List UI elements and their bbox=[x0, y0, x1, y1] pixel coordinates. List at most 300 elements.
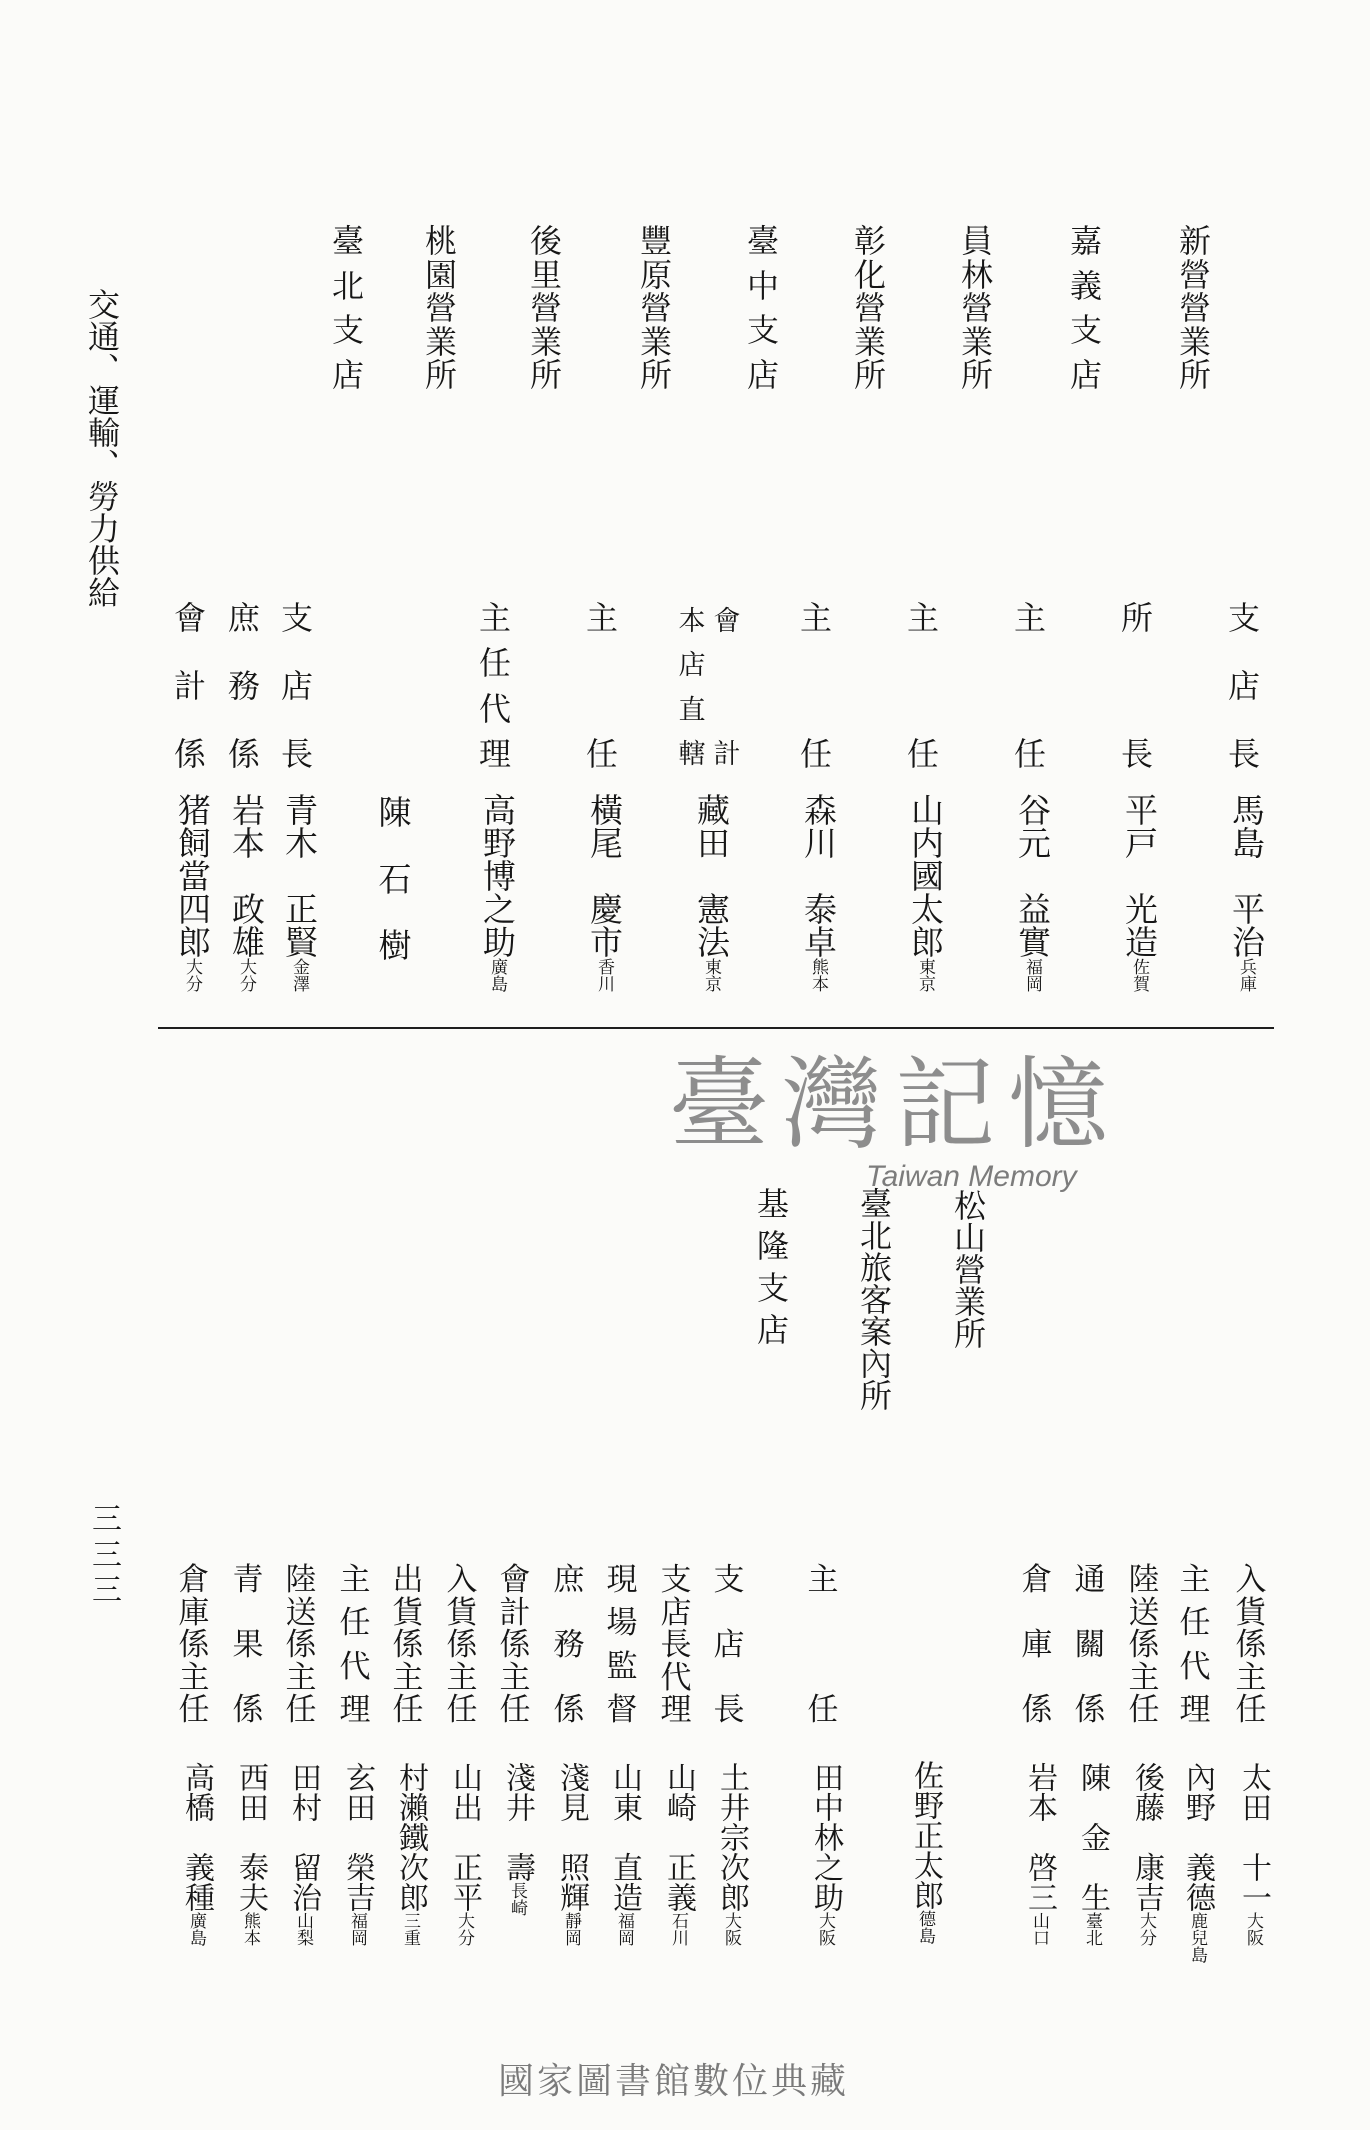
staff-title-left bbox=[677, 608, 707, 768]
glyph: 現 bbox=[606, 1562, 638, 1598]
staff-title bbox=[177, 1562, 211, 1728]
glyph: 理 bbox=[1179, 1691, 1211, 1728]
glyph: 係 bbox=[1235, 1627, 1267, 1663]
staff-title bbox=[477, 599, 513, 773]
glyph: 石 bbox=[378, 859, 412, 899]
glyph: 會 bbox=[173, 599, 206, 637]
glyph: 理 bbox=[660, 1692, 692, 1728]
staff-origin: 大阪 bbox=[721, 1912, 741, 1946]
staff-entry bbox=[797, 793, 838, 992]
glyph: 代 bbox=[1179, 1648, 1211, 1685]
running-header: 交通、運輸、勞力供給 bbox=[83, 288, 121, 608]
staff-origin: 大分 bbox=[1136, 1912, 1156, 1946]
glyph: 代 bbox=[339, 1648, 371, 1685]
staff-name: 谷元 益實 bbox=[1013, 793, 1052, 958]
glyph: 所 bbox=[853, 356, 886, 394]
glyph: 員 bbox=[960, 222, 993, 260]
glyph: 所 bbox=[960, 356, 993, 394]
glyph: 主 bbox=[339, 1562, 371, 1598]
glyph: 嘉 bbox=[1069, 222, 1102, 260]
staff-origin: 金澤 bbox=[289, 958, 309, 992]
staff-entry bbox=[1011, 793, 1052, 992]
staff-name: 高橋 義種 bbox=[179, 1762, 214, 1912]
glyph: 任 bbox=[392, 1692, 424, 1728]
staff-origin: 廣島 bbox=[186, 1912, 206, 1946]
staff-origin: 兵庫 bbox=[1236, 958, 1256, 992]
office-name bbox=[959, 222, 995, 394]
glyph: 原 bbox=[639, 255, 672, 294]
glyph: 陸 bbox=[1128, 1562, 1160, 1598]
staff-name: 山東 直造 bbox=[607, 1762, 642, 1912]
staff-origin: 大分 bbox=[236, 958, 256, 992]
glyph: 店 bbox=[746, 355, 779, 394]
glyph: 主 bbox=[1179, 1562, 1211, 1598]
glyph: 隆 bbox=[756, 1227, 789, 1265]
glyph: 所 bbox=[639, 356, 672, 394]
glyph: 入 bbox=[446, 1562, 478, 1598]
glyph: 任 bbox=[1179, 1605, 1211, 1642]
glyph: 送 bbox=[285, 1594, 317, 1631]
glyph: 支 bbox=[713, 1562, 745, 1598]
staff-entry bbox=[1073, 1762, 1110, 1946]
staff-name: 猪飼當四郎 bbox=[173, 793, 212, 958]
staff-name: 橫尾 慶市 bbox=[585, 793, 624, 958]
glyph: 主 bbox=[478, 599, 511, 637]
office-name bbox=[952, 1187, 988, 1353]
staff-entry bbox=[391, 1762, 428, 1946]
glyph: 任 bbox=[807, 1692, 839, 1728]
staff-entry bbox=[445, 1762, 482, 1946]
staff-title bbox=[1020, 1562, 1054, 1728]
glyph: 案 bbox=[859, 1313, 892, 1351]
glyph: 陸 bbox=[285, 1562, 317, 1598]
glyph: 支 bbox=[660, 1562, 692, 1598]
glyph: 內 bbox=[859, 1345, 892, 1383]
glyph: 北 bbox=[331, 266, 364, 305]
glyph: 園 bbox=[424, 255, 457, 294]
glyph: 所 bbox=[1120, 599, 1153, 637]
glyph: 出 bbox=[392, 1562, 424, 1598]
staff-name: 土井宗次郎 bbox=[714, 1762, 749, 1912]
glyph: 任 bbox=[1013, 735, 1046, 773]
staff-entry bbox=[659, 1762, 696, 1946]
staff-origin: 廣島 bbox=[487, 958, 507, 992]
staff-title bbox=[584, 599, 620, 773]
staff-entry bbox=[1178, 1762, 1215, 1963]
staff-title bbox=[1012, 599, 1048, 773]
glyph: 主 bbox=[178, 1659, 210, 1696]
staff-origin: 東京 bbox=[701, 958, 721, 992]
glyph: 任 bbox=[285, 1692, 317, 1728]
glyph: 旅 bbox=[859, 1249, 892, 1287]
staff-title bbox=[806, 1562, 840, 1728]
staff-origin: 山梨 bbox=[293, 1912, 313, 1946]
glyph: 中 bbox=[746, 266, 779, 305]
staff-origin: 山口 bbox=[1029, 1912, 1049, 1946]
glyph: 樹 bbox=[378, 926, 412, 965]
glyph: 支 bbox=[1227, 599, 1260, 637]
glyph: 貨 bbox=[392, 1594, 424, 1631]
glyph: 係 bbox=[446, 1627, 478, 1663]
glyph: 會 bbox=[713, 606, 741, 637]
glyph: 任 bbox=[499, 1692, 531, 1728]
glyph: 任 bbox=[478, 644, 511, 683]
staff-origin: 大分 bbox=[182, 958, 202, 992]
glyph: 基 bbox=[756, 1185, 789, 1223]
glyph: 店 bbox=[756, 1311, 789, 1349]
glyph: 松 bbox=[953, 1187, 986, 1225]
staff-title bbox=[1226, 599, 1262, 773]
staff-entry bbox=[712, 1762, 749, 1946]
staff-entry bbox=[906, 1760, 943, 1944]
glyph: 臺 bbox=[331, 222, 364, 260]
glyph: 通 bbox=[1074, 1562, 1106, 1598]
glyph: 義 bbox=[1069, 266, 1102, 305]
glyph: 店 bbox=[331, 355, 364, 394]
glyph: 任 bbox=[339, 1605, 371, 1642]
glyph: 里 bbox=[529, 255, 562, 294]
glyph: 係 bbox=[232, 1692, 264, 1728]
staff-title bbox=[1119, 599, 1155, 773]
glyph: 係 bbox=[1074, 1692, 1106, 1728]
glyph: 長 bbox=[1120, 735, 1153, 773]
staff-name: 青木 正賢 bbox=[280, 793, 319, 958]
glyph: 庫 bbox=[1021, 1627, 1053, 1663]
glyph: 林 bbox=[960, 255, 993, 294]
glyph: 營 bbox=[424, 289, 457, 327]
glyph: 係 bbox=[553, 1692, 585, 1728]
staff-entry bbox=[498, 1762, 535, 1916]
glyph: 店 bbox=[280, 667, 313, 705]
glyph: 主 bbox=[392, 1659, 424, 1696]
staff-origin: 香川 bbox=[594, 958, 614, 992]
glyph: 理 bbox=[478, 734, 511, 773]
staff-origin: 靜岡 bbox=[561, 1912, 581, 1946]
glyph: 係 bbox=[1128, 1627, 1160, 1663]
office-name bbox=[528, 222, 564, 394]
staff-name: 田村 留治 bbox=[286, 1762, 321, 1912]
glyph: 北 bbox=[859, 1217, 892, 1255]
glyph: 庶 bbox=[227, 599, 260, 637]
glyph: 所 bbox=[859, 1377, 892, 1415]
staff-name: 山崎 正義 bbox=[661, 1762, 696, 1912]
staff-name: 岩本 啓三 bbox=[1022, 1762, 1057, 1912]
glyph: 任 bbox=[585, 735, 618, 773]
glyph: 倉 bbox=[178, 1562, 210, 1598]
staff-origin: 鹿兒島 bbox=[1187, 1912, 1207, 1963]
staff-title bbox=[391, 1562, 425, 1728]
staff-entry bbox=[552, 1762, 589, 1946]
staff-entry bbox=[904, 793, 945, 992]
glyph: 理 bbox=[339, 1691, 371, 1728]
glyph: 任 bbox=[446, 1692, 478, 1728]
glyph: 營 bbox=[1178, 255, 1211, 294]
staff-title bbox=[1178, 1562, 1212, 1728]
staff-name: 高野博之助 bbox=[478, 793, 517, 958]
glyph: 關 bbox=[1074, 1627, 1106, 1663]
staff-origin: 石川 bbox=[668, 1912, 688, 1946]
glyph: 任 bbox=[1128, 1692, 1160, 1728]
glyph: 主 bbox=[585, 599, 618, 637]
glyph: 營 bbox=[1178, 289, 1211, 327]
glyph: 代 bbox=[478, 689, 511, 728]
staff-entry bbox=[476, 793, 517, 992]
staff-entry bbox=[1020, 1762, 1057, 1946]
staff-title bbox=[1073, 1562, 1107, 1728]
staff-origin: 三重 bbox=[400, 1912, 420, 1946]
watermark-logo-subtitle: Taiwan Memory bbox=[866, 1160, 1077, 1193]
staff-name: 玄田 榮吉 bbox=[340, 1762, 375, 1912]
glyph: 庶 bbox=[553, 1562, 585, 1598]
staff-title bbox=[284, 1562, 318, 1728]
staff-entry bbox=[1225, 793, 1266, 992]
staff-title bbox=[338, 1562, 372, 1728]
staff-origin: 熊本 bbox=[240, 1912, 260, 1946]
staff-name: 村瀨鐵次郎 bbox=[393, 1762, 428, 1912]
glyph: 主 bbox=[906, 599, 939, 637]
glyph: 所 bbox=[1178, 356, 1211, 394]
glyph: 營 bbox=[639, 289, 672, 327]
glyph: 任 bbox=[1235, 1692, 1267, 1728]
glyph: 任 bbox=[906, 735, 939, 773]
staff-name: 淺井 壽 bbox=[500, 1762, 535, 1882]
office-name bbox=[638, 222, 674, 394]
glyph: 店 bbox=[660, 1594, 692, 1631]
staff-title bbox=[1234, 1562, 1268, 1728]
glyph: 業 bbox=[853, 322, 886, 361]
glyph: 主 bbox=[1235, 1659, 1267, 1696]
glyph: 支 bbox=[280, 599, 313, 637]
staff-name: 佐野正太郎 bbox=[908, 1760, 943, 1910]
section-divider bbox=[158, 1027, 1274, 1029]
staff-entry bbox=[171, 793, 212, 992]
office-name bbox=[858, 1185, 894, 1415]
glyph: 主 bbox=[499, 1659, 531, 1696]
glyph: 客 bbox=[859, 1281, 892, 1319]
glyph: 山 bbox=[953, 1219, 986, 1257]
glyph: 營 bbox=[953, 1251, 986, 1289]
glyph: 新 bbox=[1178, 222, 1211, 260]
glyph: 係 bbox=[285, 1627, 317, 1663]
staff-entry bbox=[1234, 1762, 1271, 1946]
staff-name: 後藤 康吉 bbox=[1129, 1762, 1164, 1912]
staff-name: 太田 十一 bbox=[1236, 1762, 1271, 1912]
glyph: 貨 bbox=[1235, 1594, 1267, 1631]
staff-title bbox=[231, 1562, 265, 1728]
staff-name: 馬島 平治 bbox=[1227, 793, 1266, 958]
staff-title bbox=[712, 1562, 746, 1728]
glyph: 長 bbox=[1227, 735, 1260, 773]
glyph: 主 bbox=[1013, 599, 1046, 637]
staff-title bbox=[605, 1562, 639, 1728]
glyph: 業 bbox=[529, 322, 562, 361]
staff-origin: 大阪 bbox=[815, 1912, 835, 1946]
page-number bbox=[90, 1502, 124, 1608]
glyph: 主 bbox=[1128, 1659, 1160, 1696]
glyph: 長 bbox=[280, 735, 313, 773]
office-name bbox=[1177, 222, 1213, 394]
staff-origin: 福岡 bbox=[1022, 958, 1042, 992]
glyph: 任 bbox=[178, 1692, 210, 1728]
staff-name: 藏田 憲法 bbox=[692, 793, 731, 958]
office-name bbox=[423, 222, 459, 394]
staff-entry bbox=[338, 1762, 375, 1946]
glyph: 倉 bbox=[1021, 1562, 1053, 1598]
glyph: 陳 bbox=[378, 793, 412, 832]
staff-title bbox=[226, 599, 262, 773]
glyph: 業 bbox=[960, 322, 993, 361]
glyph: 支 bbox=[756, 1269, 789, 1307]
glyph: 入 bbox=[1235, 1562, 1267, 1598]
glyph: 貨 bbox=[446, 1594, 478, 1631]
glyph: 係 bbox=[392, 1627, 424, 1663]
glyph: 店 bbox=[713, 1627, 745, 1663]
glyph: 轄 bbox=[678, 738, 706, 770]
staff-origin: 東京 bbox=[915, 958, 935, 992]
glyph: 務 bbox=[227, 667, 260, 705]
staff-entry bbox=[284, 1762, 321, 1946]
glyph: 直 bbox=[678, 694, 706, 726]
staff-title bbox=[279, 599, 315, 773]
glyph: 計 bbox=[173, 667, 206, 705]
glyph: 支 bbox=[1069, 311, 1102, 350]
glyph: 果 bbox=[232, 1627, 264, 1663]
glyph: 主 bbox=[807, 1562, 839, 1598]
glyph: 青 bbox=[232, 1562, 264, 1598]
staff-name bbox=[376, 793, 414, 965]
staff-name: 內野 義德 bbox=[1180, 1762, 1215, 1912]
staff-name: 山内國太郎 bbox=[906, 793, 945, 958]
glyph: 代 bbox=[660, 1659, 692, 1696]
glyph: 本 bbox=[678, 606, 706, 637]
archive-footer-watermark: 國家圖書館數位典藏 bbox=[498, 2061, 850, 2102]
glyph: 三 bbox=[92, 1573, 122, 1608]
glyph: 業 bbox=[1178, 322, 1211, 361]
staff-title bbox=[1127, 1562, 1161, 1728]
glyph: 支 bbox=[331, 311, 364, 350]
office-name bbox=[330, 222, 366, 394]
glyph: 主 bbox=[446, 1659, 478, 1696]
glyph: 係 bbox=[173, 735, 206, 773]
glyph: 主 bbox=[799, 599, 832, 637]
staff-entry bbox=[605, 1762, 642, 1946]
staff-title bbox=[498, 1562, 532, 1728]
staff-origin: 佐賀 bbox=[1129, 958, 1149, 992]
staff-title bbox=[798, 599, 834, 773]
glyph: 所 bbox=[953, 1315, 986, 1353]
glyph: 店 bbox=[1069, 355, 1102, 394]
glyph: 彰 bbox=[853, 222, 886, 260]
staff-entry bbox=[1127, 1762, 1164, 1946]
glyph: 主 bbox=[285, 1659, 317, 1696]
staff-origin: 長崎 bbox=[507, 1882, 527, 1916]
office-name bbox=[745, 222, 781, 394]
staff-name: 陳 金 生 bbox=[1075, 1762, 1110, 1912]
staff-name: 田中林之助 bbox=[808, 1762, 843, 1912]
glyph: 支 bbox=[746, 311, 779, 350]
glyph: 任 bbox=[799, 735, 832, 773]
glyph: 係 bbox=[178, 1627, 210, 1663]
staff-name: 岩本 政雄 bbox=[227, 793, 266, 958]
glyph: 監 bbox=[606, 1648, 638, 1685]
staff-title-right bbox=[712, 608, 742, 768]
glyph: 係 bbox=[499, 1627, 531, 1663]
glyph: 庫 bbox=[178, 1594, 210, 1631]
staff-name: 山出 正平 bbox=[447, 1762, 482, 1912]
glyph: 會 bbox=[499, 1562, 531, 1598]
staff-origin: 臺北 bbox=[1082, 1912, 1102, 1946]
glyph: 計 bbox=[713, 739, 741, 770]
glyph: 營 bbox=[529, 289, 562, 327]
staff-entry bbox=[690, 793, 731, 992]
staff-name: 平戸 光造 bbox=[1120, 793, 1159, 958]
glyph: 營 bbox=[960, 289, 993, 327]
glyph: 臺 bbox=[859, 1185, 892, 1223]
glyph: 長 bbox=[660, 1627, 692, 1663]
staff-entry bbox=[225, 793, 266, 992]
glyph: 係 bbox=[227, 735, 260, 773]
glyph: 三 bbox=[92, 1502, 122, 1537]
glyph: 場 bbox=[606, 1605, 638, 1642]
staff-name: 森川 泰卓 bbox=[799, 793, 838, 958]
glyph: 桃 bbox=[424, 222, 457, 260]
staff-entry bbox=[231, 1762, 268, 1946]
glyph: 所 bbox=[529, 356, 562, 394]
staff-entry bbox=[806, 1762, 843, 1946]
staff-title bbox=[552, 1562, 586, 1728]
glyph: 三 bbox=[92, 1537, 122, 1573]
staff-origin: 大分 bbox=[454, 1912, 474, 1946]
glyph: 督 bbox=[606, 1691, 638, 1728]
staff-title bbox=[905, 599, 941, 773]
staff-entry bbox=[177, 1762, 214, 1946]
glyph: 店 bbox=[678, 650, 706, 682]
watermark-logo-text: 臺灣記憶 bbox=[669, 1046, 1121, 1163]
glyph: 送 bbox=[1128, 1594, 1160, 1631]
glyph: 業 bbox=[953, 1283, 986, 1321]
glyph: 店 bbox=[1227, 667, 1260, 705]
glyph: 營 bbox=[853, 289, 886, 327]
staff-origin: 福岡 bbox=[347, 1912, 367, 1946]
glyph: 業 bbox=[639, 322, 672, 361]
glyph: 務 bbox=[553, 1627, 585, 1663]
staff-title bbox=[445, 1562, 479, 1728]
glyph: 長 bbox=[713, 1692, 745, 1728]
glyph: 業 bbox=[424, 322, 457, 361]
office-name bbox=[1068, 222, 1104, 394]
staff-origin: 大阪 bbox=[1243, 1912, 1263, 1946]
glyph: 化 bbox=[853, 255, 886, 294]
staff-origin: 德島 bbox=[915, 1910, 935, 1944]
staff-origin: 熊本 bbox=[808, 958, 828, 992]
staff-entry bbox=[583, 793, 624, 992]
glyph: 後 bbox=[529, 222, 562, 260]
staff-name: 西田 泰夫 bbox=[233, 1762, 268, 1912]
glyph: 所 bbox=[424, 356, 457, 394]
office-name bbox=[755, 1185, 791, 1349]
staff-name: 淺見 照輝 bbox=[554, 1762, 589, 1912]
glyph: 係 bbox=[1021, 1692, 1053, 1728]
glyph: 臺 bbox=[746, 222, 779, 260]
office-name bbox=[852, 222, 888, 394]
staff-entry bbox=[1118, 793, 1159, 992]
glyph: 計 bbox=[499, 1594, 531, 1631]
staff-origin: 福岡 bbox=[614, 1912, 634, 1946]
staff-entry bbox=[278, 793, 319, 992]
staff-title bbox=[172, 599, 208, 773]
staff-title bbox=[659, 1562, 693, 1728]
glyph: 豐 bbox=[639, 222, 672, 260]
